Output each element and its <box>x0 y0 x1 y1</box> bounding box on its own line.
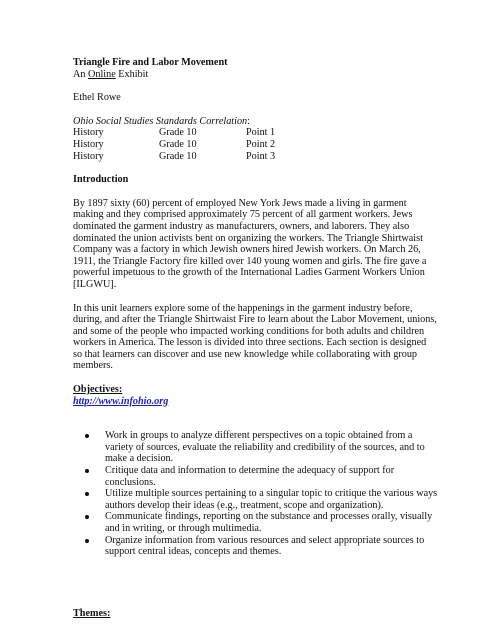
standards-heading-colon: : <box>247 115 250 127</box>
objective-item <box>73 465 458 488</box>
standards-subject: History <box>73 127 104 139</box>
bullet-icon <box>85 515 89 519</box>
bullet-icon <box>85 539 89 543</box>
subtitle-suffix: Exhibit <box>115 68 149 80</box>
objective-line: conclusions. <box>105 476 156 488</box>
objective-line: support central ideas, concepts and themes. <box>105 546 282 558</box>
paragraph-line: dominated the union activists bent on organizing the workers. The Triangle Shirtwaist <box>73 232 423 244</box>
objective-line: Communicate findings, reporting on the substance and processes orally, visually <box>105 511 433 523</box>
objective-line: authors develop their ideas (e.g., treatment, scope and organization). <box>105 499 384 511</box>
online-link[interactable]: Online <box>88 68 116 80</box>
standards-grade: Grade 10 <box>159 127 197 139</box>
standards-table <box>73 127 455 162</box>
bullet-icon <box>85 469 89 473</box>
paragraph-line: workers in America. The lesson is divided into three sections. Each section is designed <box>73 337 427 349</box>
objective-line: variety of sources, evaluate the reliability and credibility of the sources, and to <box>105 441 425 453</box>
paragraph-line: [ILGWU]. <box>73 278 117 290</box>
standards-heading <box>73 116 455 128</box>
objective-line: Critique data and information to determine the adequacy of support for <box>105 465 395 477</box>
introduction-paragraph-2 <box>73 303 458 373</box>
subtitle-prefix: An <box>73 68 88 80</box>
themes-heading: Themes: <box>73 607 111 619</box>
infohio-link[interactable]: http://www.infohio.org <box>73 395 169 407</box>
standards-grade: Grade 10 <box>159 138 197 150</box>
paragraph-line: By 1897 sixty (60) percent of employed New York Jews made a living in garment <box>73 197 407 209</box>
standards-heading-text: Ohio Social Studies Standards Correlation <box>73 115 248 127</box>
standards-row <box>73 139 455 151</box>
author-name: Ethel Rowe <box>73 92 121 104</box>
document-subtitle <box>73 69 455 81</box>
document-title: Triangle Fire and Labor Movement <box>73 57 228 68</box>
standards-point: Point 3 <box>246 150 276 162</box>
bullet-icon <box>85 434 89 438</box>
standards-row <box>73 127 455 139</box>
objective-line: Utilize multiple sources pertaining to a singular topic to critique the various ways <box>105 488 438 500</box>
objective-line: Work in groups to analyze different perspectives on a topic obtained from a <box>105 430 413 442</box>
objective-line: Organize information from various resources and select appropriate sources to <box>105 534 425 546</box>
paragraph-line: powerful impetuous to the growth of the International Ladies Garment Workers Union <box>73 267 425 279</box>
objectives-list <box>73 430 455 558</box>
paragraph-line: during, and after the Triangle Shirtwaist Fire to learn about the Labor Movement, unions, <box>73 314 437 326</box>
standards-subject: History <box>73 138 104 150</box>
objective-line: and in writing, or through multimedia. <box>105 523 262 534</box>
objective-item <box>73 430 458 465</box>
objective-line: make a decision. <box>105 453 174 465</box>
paragraph-line: members. <box>73 360 113 372</box>
standards-row <box>73 151 455 163</box>
standards-point: Point 2 <box>246 138 276 150</box>
objective-item <box>73 488 458 511</box>
standards-subject: History <box>73 150 104 162</box>
paragraph-line: dominated the garment industry as manufacturers, owners, and laborers. They also <box>73 220 410 232</box>
paragraph-line: 1911, the Triangle Factory fire killed over 140 young women and girls. The fire gave a <box>73 255 427 267</box>
standards-grade: Grade 10 <box>159 150 197 162</box>
paragraph-line: In this unit learners explore some of the happenings in the garment industry before, <box>73 302 413 314</box>
paragraph-line: Company was a factory in which Jewish owners hired Jewish workers. On March 26, <box>73 244 421 256</box>
bullet-icon <box>85 492 89 496</box>
objectives-heading: Objectives: <box>73 384 123 396</box>
standards-point: Point 1 <box>246 127 276 139</box>
introduction-paragraph-1 <box>73 198 458 291</box>
paragraph-line: and some of the people who impacted working conditions for both adults and children <box>73 325 425 337</box>
paragraph-line: making and they comprised approximately 75 percent of all garment workers. Jews <box>73 209 413 221</box>
objective-item <box>73 511 458 534</box>
paragraph-line: so that learners can discover and use new knowledge while collaborating with group <box>73 348 418 360</box>
introduction-heading: Introduction <box>73 174 129 186</box>
objective-item <box>73 535 458 558</box>
